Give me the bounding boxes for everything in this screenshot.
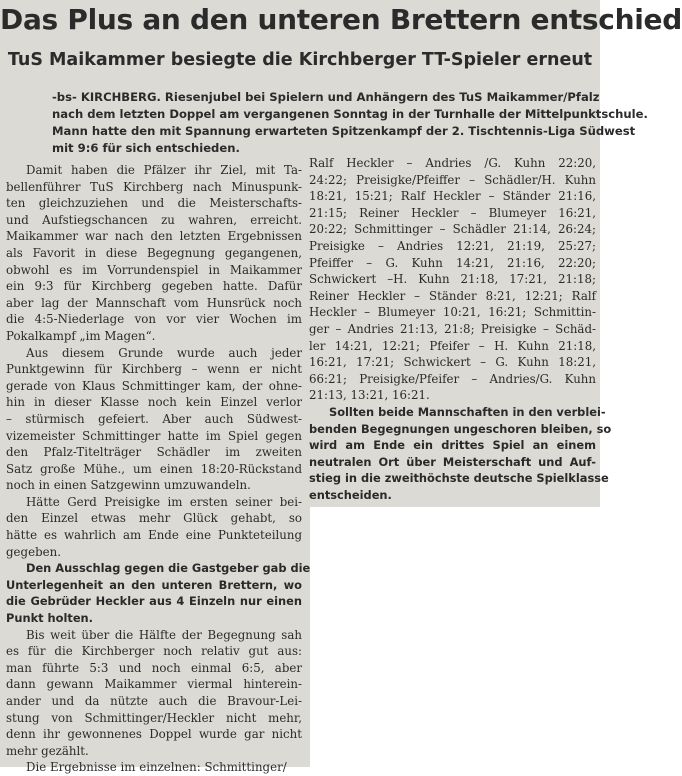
text-line: Pokalkampf „im Magen“. [6,328,156,343]
text-line: und Aufstiegschancen zu wahren, erreicht. [6,212,302,227]
headline: Das Plus an den unteren Brettern entschied [0,3,682,36]
text-line: – stürmisch gefeiert. Aber auch Südwest- [6,411,302,426]
text-line: bellenführer TuS Kirchberg nach Minuspunk- [6,179,302,194]
text-line: Sollten beide Mannschaften in den verblei- [329,404,606,419]
text-line: 66:21; Preisigke/Pfeifer – Andries/G. Kuhn [309,371,596,386]
text-line: man führte 5:3 und noch einmal 6:5, aber [6,660,302,675]
text-line: Preisigke – Andries 12:21, 21:19, 25:27; [309,238,596,253]
text-line: denn ihr gewonnenes Doppel wurde gar nicht [6,727,302,742]
text-line: ein 9:3 für Kirchberg gegeben hatte. Dafür [6,279,302,294]
text-line: Schwickert –H. Kuhn 21:18, 17:21, 21:18; [309,272,596,287]
text-line: die 4:5-Niederlage von vor vier Wochen im [6,312,302,327]
text-line: Aus diesem Grunde wurde auch jeder [26,345,302,360]
text-line: obwohl es im Vorrundenspiel in Maikammer [6,262,302,277]
text-line: benden Begegnungen ungeschoren bleiben, so [309,421,612,436]
text-line: Ralf Heckler – Andries /G. Kuhn 22:20, [309,156,596,170]
text-line: 21:13, 13:21, 16:21. [309,388,430,403]
text-line: die Gebrüder Heckler aus 4 Einzeln nur einen [6,594,302,609]
right-column [309,155,612,503]
paragraph [309,404,612,504]
text-line: als Favorit in diese Begegnung gegangenen, [6,245,302,260]
text-line: Damit haben die Pfälzer ihr Ziel, mit Ta- [26,163,302,177]
text-line: gegeben. [6,544,61,559]
text-line: 21:15; Reiner Heckler – Blumeyer 16:21, [309,205,596,220]
paragraph [6,759,302,776]
text-line: ger – Andries 21:13, 21:8; Preisigke – Schäd- [309,321,596,336]
text-line: Den Ausschlag gegen die Gastgeber gab die [26,561,311,576]
left-column [6,162,311,776]
text-line: ler 14:21, 12:21; Pfeifer – H. Kuhn 21:18, [309,338,596,353]
text-line: Bis weit über die Hälfte der Begegnung sah [26,627,302,642]
text-line: neutralen Ort über Meisterschaft und Auf- [309,454,596,469]
text-line: Maikammer war nach den letzten Ergebnissen [6,229,302,244]
text-line: vizemeister Schmittinger hatte im Spiel gegen [6,428,302,443]
text-line: 24:22; Preisigke/Pfeiffer – Schädler/H. Kuhn [309,172,596,187]
text-line: wird am Ende ein drittes Spiel an einem [309,438,596,453]
subheadline: TuS Maikammer besiegte die Kirchberger TT-Spieler erneut [7,50,593,70]
paragraph [6,345,302,494]
text-line: Reiner Heckler – Ständer 8:21, 12:21; Ralf [309,288,596,303]
paragraph [309,155,596,404]
text-line: ander und da nützte auch die Bravour-Lei- [6,694,302,708]
text-line: mehr gezählt. [6,743,89,758]
paragraph [6,560,311,626]
text-line: es für die Kirchberger noch relativ gut aus: [6,644,302,659]
text-line: stung von Schmittinger/Heckler nicht mehr, [6,710,302,725]
lead-line: mit 9:6 für sich entschieden. [52,141,240,155]
text-line: gerade von Klaus Schmittinger kam, der ohne- [6,378,302,393]
text-line: den Pfalz-Titelträger Schädler im zweiten [6,445,302,460]
paragraph [6,494,302,560]
lead-line: Mann hatte den mit Spannung erwarteten Spitzenkampf der 2. Tischtennis-Liga Südwest [52,124,636,138]
text-line: noch in einen Satzgewinn umzuwandeln. [6,478,251,493]
lead-line: -bs- KIRCHBERG. Riesenjubel bei Spielern und Anhängern des TuS Maikammer/Pfalz [52,90,600,104]
text-line: den Einzel etwas mehr Glück gehabt, so [6,511,302,526]
paragraph [6,162,302,345]
text-line: entscheiden. [309,487,392,502]
text-line: hätte es wahrlich am Ende eine Punkteteilung [6,528,302,543]
lead-line: nach dem letzten Doppel am vergangenen Sonntag in der Turnhalle der Mittelpunktschule. [52,107,648,121]
text-line: Punkt holten. [6,611,93,626]
text-line: 20:22; Schmittinger – Schädler 21:14, 26:24; [309,222,596,237]
text-line: Die Ergebnisse im einzelnen: Schmittinger/ [26,760,287,775]
text-line: 16:21, 17:21; Schwickert – G. Kuhn 18:21, [309,355,596,370]
paragraph [6,627,302,760]
text-line: stieg in die zweithöchste deutsche Spielklasse [309,471,609,486]
blank-area [310,507,600,767]
text-line: ten gleichzuziehen und die Meisterschafts- [6,196,302,211]
text-line: Unterlegenheit an den unteren Brettern, wo [6,577,302,592]
text-line: Satz große Mühe., um einen 18:20-Rückstand [6,461,302,476]
text-line: Punktgewinn für Kirchberg – wenn er nicht [6,362,302,377]
text-line: Hätte Gerd Preisigke im ersten seiner bei- [26,494,302,509]
text-line: Heckler – Blumeyer 10:21, 16:21; Schmittin- [309,305,596,320]
lead-paragraph [52,89,648,157]
text-line: dann gewann Maikammer viermal hinterein- [6,677,302,692]
text-line: aber lag der Mannschaft vom Hunsrück noch [6,295,302,310]
text-line: 18:21, 15:21; Ralf Heckler – Ständer 21:16, [309,189,596,204]
text-line: hin in dieser Klasse noch kein Einzel verlor [6,395,302,410]
text-line: Pfeiffer – G. Kuhn 14:21, 21:16, 22:20; [309,255,596,270]
